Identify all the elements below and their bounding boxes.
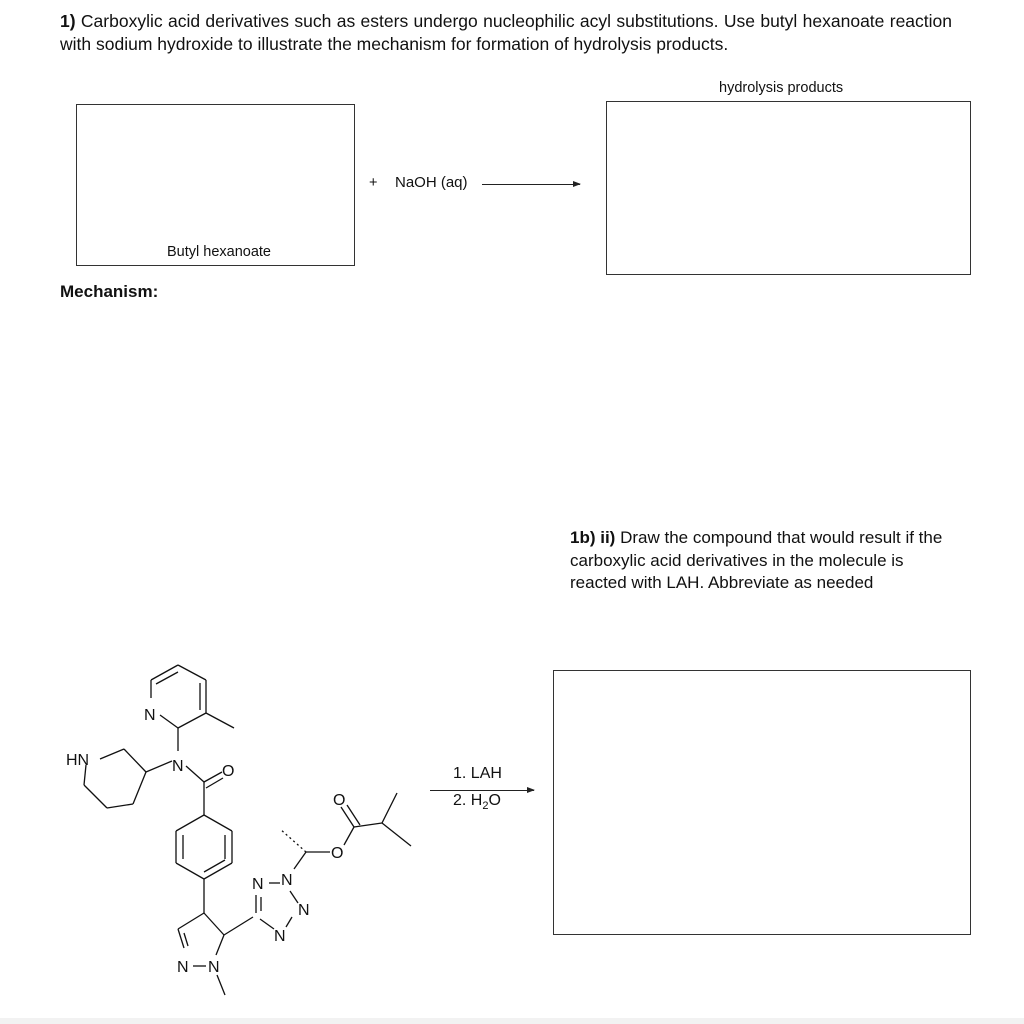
question-1 bbox=[60, 10, 952, 55]
plus-sign: + bbox=[369, 175, 378, 191]
atom-n-tetrazole-1: N bbox=[252, 876, 264, 893]
atom-n-tetrazole-2: N bbox=[281, 872, 293, 889]
reactant-answer-box[interactable] bbox=[76, 104, 355, 266]
atom-n-tetrazole-4: N bbox=[274, 928, 286, 945]
reactant-label: Butyl hexanoate bbox=[167, 244, 271, 260]
lah-step-2-subscript: 2 bbox=[482, 800, 489, 813]
question-1-text: Carboxylic acid derivatives such as esters undergo nucleophilic acyl substitutions. Use butyl hexanoate reaction with sodium hydroxide to illustrate the mechanism for formation of hydrolysis products. bbox=[60, 11, 952, 54]
pyridine-ring bbox=[151, 665, 234, 728]
lah-product-answer-box[interactable] bbox=[553, 670, 971, 935]
lah-step-1: 1. LAH bbox=[453, 765, 502, 782]
pyrazole-ring bbox=[178, 913, 224, 955]
reagent-text: NaOH (aq) bbox=[395, 174, 468, 191]
atom-n-pyrazole-2: N bbox=[208, 959, 220, 976]
atom-n-pyrazole-1: N bbox=[177, 959, 189, 976]
atom-o-carbonyl: O bbox=[222, 763, 235, 780]
reaction-arrow bbox=[482, 184, 580, 185]
mechanism-heading: Mechanism: bbox=[60, 282, 159, 301]
benzene-ring bbox=[176, 815, 232, 879]
question-1-number: 1) bbox=[60, 11, 76, 31]
atom-o-ester-carbonyl: O bbox=[333, 792, 346, 809]
atom-hn: HN bbox=[66, 752, 90, 769]
question-1b-number: 1b) ii) bbox=[570, 528, 616, 547]
molecule-structure bbox=[60, 655, 430, 1005]
question-1b bbox=[570, 527, 960, 595]
product-answer-box[interactable] bbox=[606, 101, 971, 275]
atom-n-pyridine: N bbox=[144, 707, 156, 724]
page-footer-strip bbox=[0, 1018, 1024, 1024]
atom-n-tetrazole-3: N bbox=[298, 902, 310, 919]
atom-n-amide: N bbox=[172, 758, 184, 775]
lah-step-2 bbox=[453, 792, 501, 812]
atom-o-ester: O bbox=[331, 845, 344, 862]
lah-reaction-arrow bbox=[430, 790, 534, 791]
question-1b-text: Draw the compound that would result if the carboxylic acid derivatives in the molecule is reacted with LAH. Abbreviate as needed bbox=[570, 528, 943, 592]
piperidine-ring bbox=[84, 749, 146, 808]
product-label: hydrolysis products bbox=[719, 80, 844, 96]
lah-step-2-suffix: O bbox=[488, 792, 501, 809]
lah-step-2-prefix: 2. H bbox=[453, 792, 483, 809]
